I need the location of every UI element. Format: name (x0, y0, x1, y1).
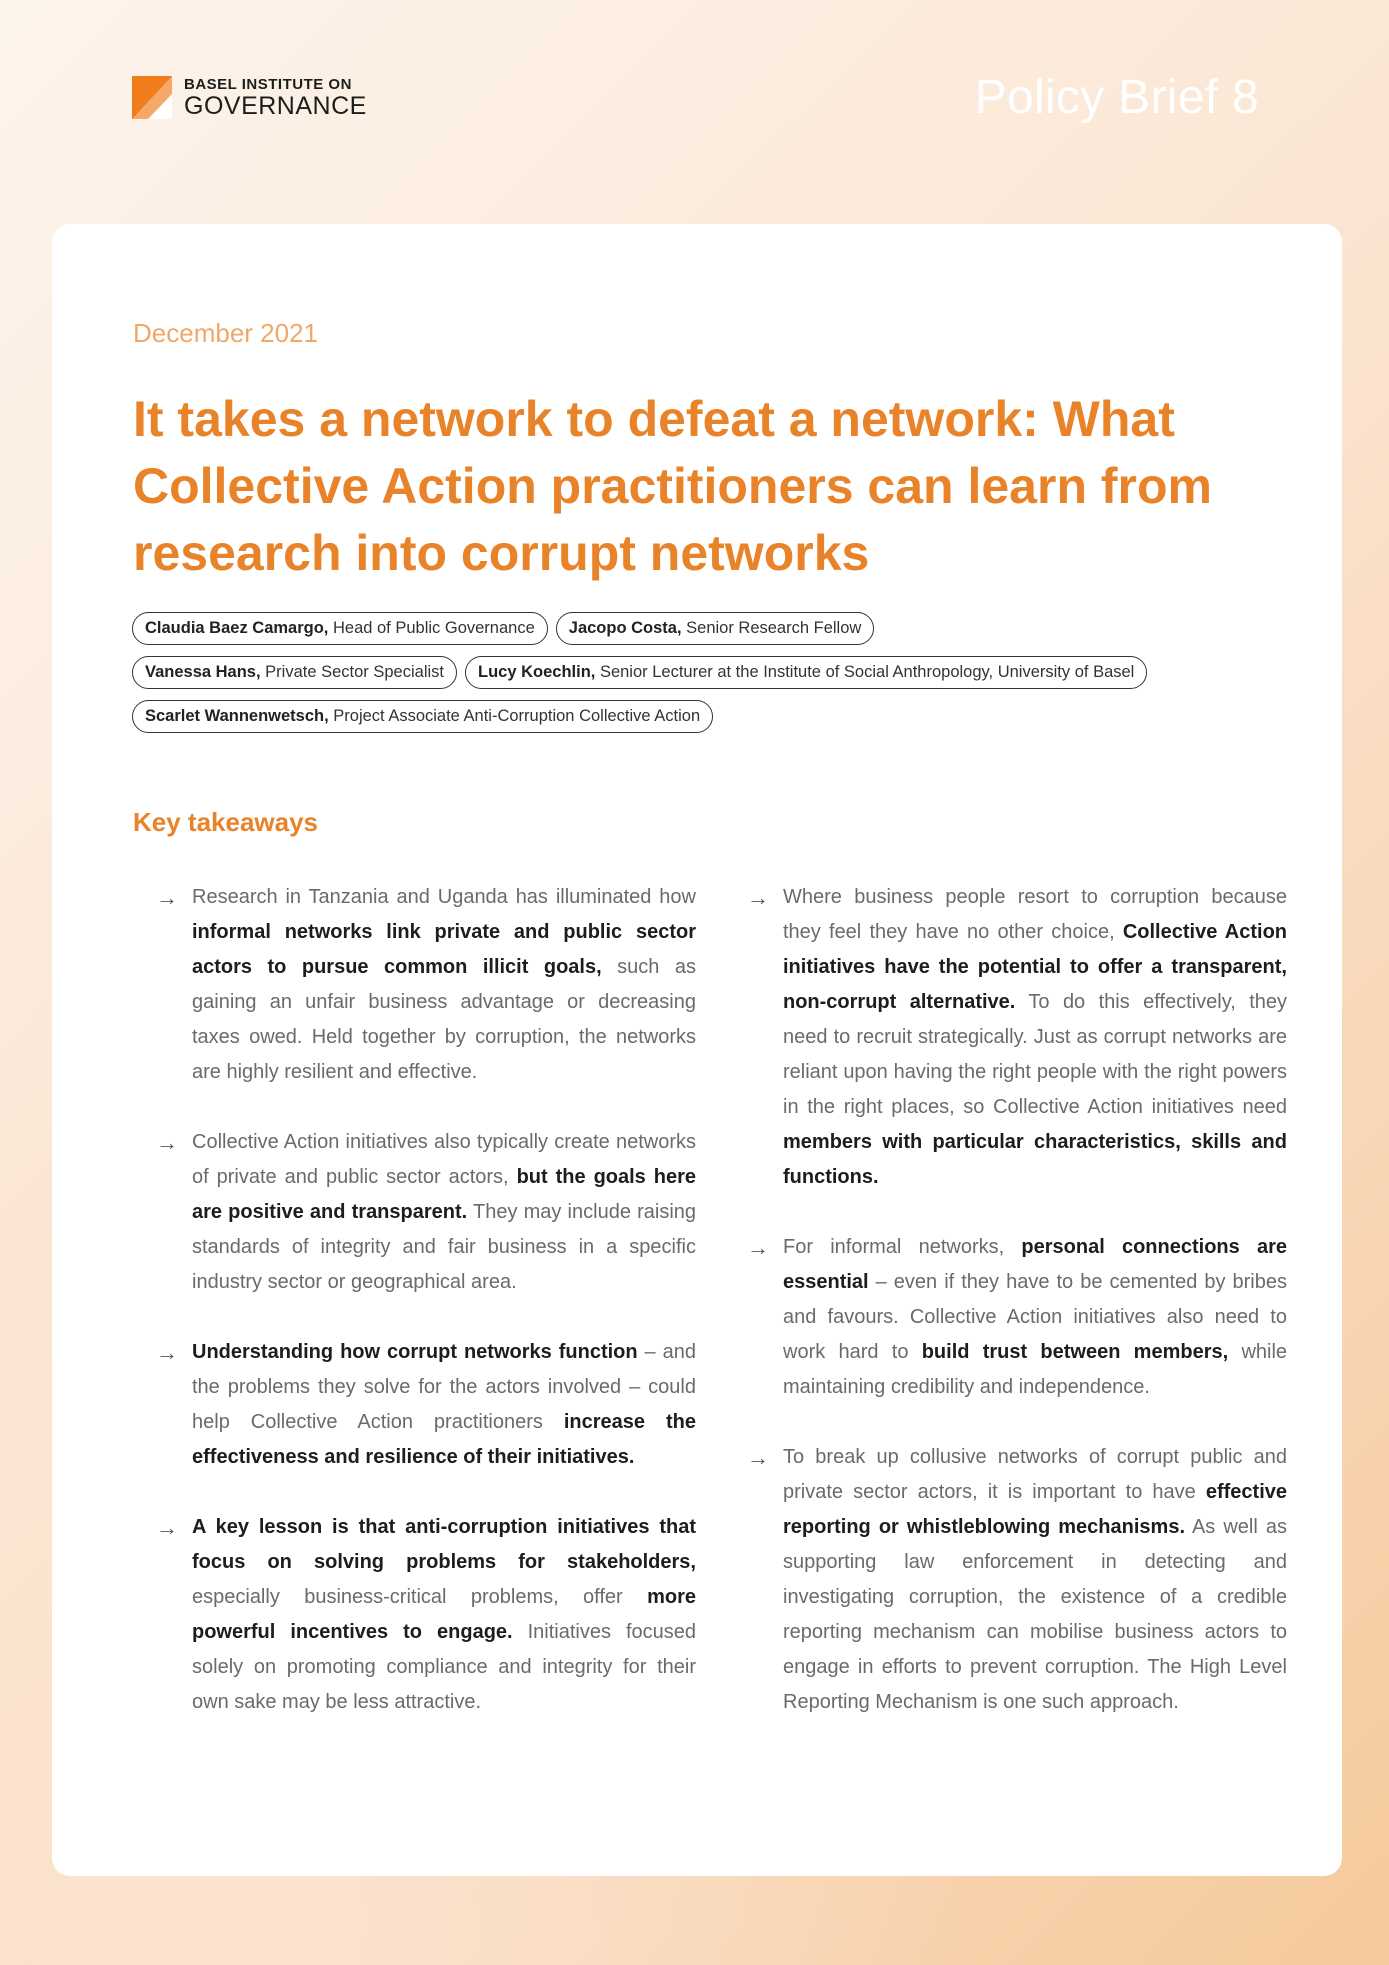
arrow-right-icon: → (747, 885, 769, 910)
author-name: Vanessa Hans, (145, 663, 261, 681)
author-row (132, 656, 1292, 689)
document-title: It takes a network to defeat a network: What Collective Action practitioners can learn from research into corrupt networks (133, 391, 1212, 581)
takeaway-text (783, 1440, 1287, 1720)
takeaway-segment: while maintaining credibility and independence. (783, 1341, 1288, 1398)
takeaway-segment: To do this effectively, they need to recruit strategically. Just as corrupt networks are reliant upon having the right people with the right powers in the right places, so Collective Action initiatives need (783, 991, 1287, 1118)
takeaway-segment: such as gaining an unfair business advantage or decreasing taxes owed. Held together by corruption, the networks are highly resilient and effective. (192, 956, 696, 1083)
takeaway-text (783, 1230, 1287, 1405)
author-pill (465, 656, 1147, 689)
takeaway-emphasis: build trust between members, (921, 1341, 1229, 1363)
takeaway-item (156, 1335, 696, 1475)
institute-logo (132, 76, 367, 119)
arrow-right-icon: → (156, 885, 178, 910)
takeaway-segment: Collective Action initiatives also typically create networks of private and public sector actors, (192, 1131, 696, 1188)
takeaways-left-column (156, 880, 696, 1755)
takeaway-text (192, 1510, 696, 1720)
author-role: Senior Research Fellow (681, 619, 862, 637)
logo-mark-icon (132, 76, 172, 119)
author-name: Lucy Koechlin, (478, 663, 596, 681)
takeaway-item (156, 1125, 696, 1300)
takeaway-text (192, 1335, 696, 1475)
author-pill (556, 612, 875, 645)
takeaway-segment: To break up collusive networks of corrupt public and private sector actors, it is important to have (783, 1446, 1287, 1503)
takeaway-emphasis: personal connections are essential (783, 1236, 1288, 1293)
takeaway-text (192, 880, 696, 1090)
takeaway-item (747, 1440, 1287, 1720)
arrow-right-icon: → (156, 1340, 178, 1365)
takeaway-segment: For informal networks, (783, 1236, 1022, 1258)
takeaway-emphasis: increase the effectiveness and resilience of their initiatives. (192, 1411, 696, 1468)
logo-text-line2: GOVERNANCE (184, 91, 367, 120)
takeaway-emphasis: but the goals here are positive and transparent. (192, 1166, 697, 1223)
takeaway-segment: Where business people resort to corruption because they feel they have no other choice, (783, 886, 1287, 943)
author-list (132, 612, 1292, 744)
takeaway-emphasis: Collective Action initiatives have the potential to offer a transparent, non-corrupt alternative. (783, 921, 1288, 1013)
author-role: Head of Public Governance (328, 619, 535, 637)
takeaway-text (192, 1125, 696, 1300)
arrow-right-icon: → (156, 1130, 178, 1155)
author-pill (132, 656, 457, 689)
content-card (52, 224, 1342, 1876)
takeaway-segment: They may include raising standards of integrity and fair business in a specific industry sector or geographical area. (192, 1201, 697, 1293)
logo-text-line1: BASEL INSTITUTE ON (184, 75, 352, 93)
takeaways-right-column (747, 880, 1287, 1755)
arrow-right-icon: → (747, 1235, 769, 1260)
takeaway-segment: – even if they have to be cemented by bribes and favours. Collective Action initiatives also need to work hard to (783, 1271, 1287, 1363)
author-role: Project Associate Anti-Corruption Collective Action (328, 707, 701, 725)
takeaway-segment: As well as supporting law enforcement in detecting and investigating corruption, the existence of a credible reporting mechanism can mobilise business actors to engage in efforts to prevent corruption. The High Level Reporting Mechanism is one such approach. (783, 1516, 1287, 1713)
arrow-right-icon: → (747, 1445, 769, 1470)
takeaway-emphasis: effective reporting or whistleblowing mechanisms. (783, 1481, 1287, 1538)
author-row (132, 700, 1292, 733)
author-pill (132, 700, 713, 733)
takeaway-item (747, 1230, 1287, 1405)
author-pill (132, 612, 548, 645)
takeaway-segment: Research in Tanzania and Uganda has illuminated how (192, 886, 696, 908)
takeaway-emphasis: A key lesson is that anti-corruption initiatives that focus on solving problems for stakeholders, (192, 1516, 696, 1573)
takeaway-emphasis: more powerful incentives to engage. (192, 1586, 696, 1643)
takeaway-emphasis: members with particular characteristics, skills and functions. (783, 1131, 1287, 1188)
key-takeaways-heading: Key takeaways (133, 807, 319, 837)
arrow-right-icon: → (156, 1515, 178, 1540)
author-name: Jacopo Costa, (568, 619, 682, 637)
takeaway-item (747, 880, 1287, 1195)
takeaway-emphasis: Understanding how corrupt networks function (192, 1341, 638, 1363)
takeaway-item (156, 1510, 696, 1720)
takeaway-segment: – and the problems they solve for the actors involved – could help Collective Action practitioners (192, 1341, 696, 1433)
author-row (132, 612, 1292, 645)
takeaway-segment: especially business-critical problems, offer (192, 1586, 648, 1608)
author-role: Senior Lecturer at the Institute of Social Anthropology, University of Basel (595, 663, 1135, 681)
author-name: Scarlet Wannenwetsch, (145, 707, 329, 725)
publication-date: December 2021 (133, 318, 318, 348)
author-role: Private Sector Specialist (260, 663, 444, 681)
takeaway-emphasis: informal networks link private and public sector actors to pursue common illicit goals, (192, 921, 696, 978)
takeaway-segment: Initiatives focused solely on promoting compliance and integrity for their own sake may be less attractive. (192, 1621, 696, 1713)
author-name: Claudia Baez Camargo, (145, 619, 329, 637)
takeaway-item (156, 880, 696, 1090)
takeaway-text (783, 880, 1287, 1195)
policy-brief-label: Policy Brief 8 (974, 71, 1259, 124)
